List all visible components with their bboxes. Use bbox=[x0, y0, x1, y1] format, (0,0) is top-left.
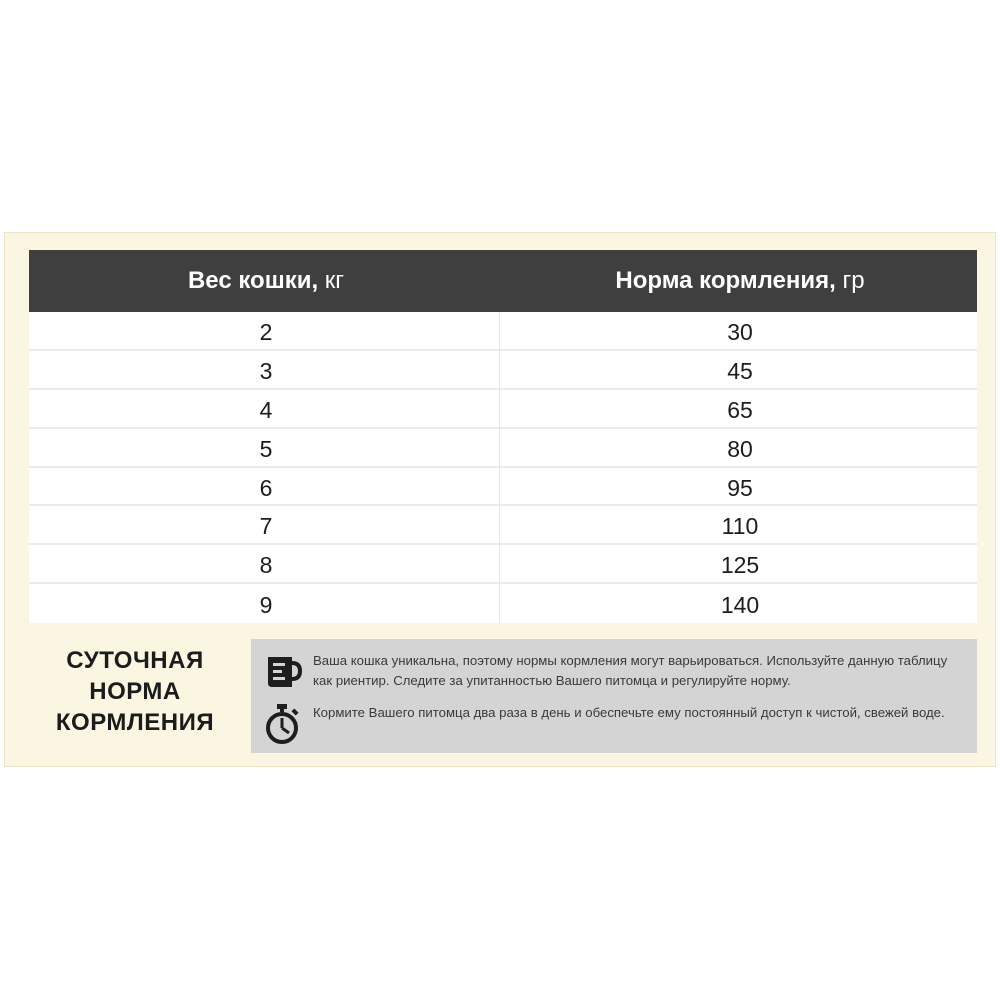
daily-title-line: СУТОЧНАЯ bbox=[66, 647, 204, 674]
note-text: Ваша кошка уникальна, поэтому нормы кормления могут варьироваться. Используйте данную таблицу как риентир. Следите за упитанностью Вашего питомца и регулируйте норму. bbox=[313, 653, 948, 688]
note-portion bbox=[251, 651, 977, 691]
table-row bbox=[29, 468, 977, 507]
norm-cell: 125 bbox=[720, 552, 760, 579]
norm-cell: 45 bbox=[727, 357, 753, 384]
norm-cell: 110 bbox=[721, 513, 759, 540]
table-row bbox=[29, 545, 977, 584]
table-row bbox=[29, 584, 977, 623]
feeding-card bbox=[4, 232, 996, 767]
weight-cell: 7 bbox=[259, 513, 273, 540]
table-body bbox=[29, 312, 977, 623]
feeding-table bbox=[29, 250, 977, 623]
norm-cell: 65 bbox=[727, 396, 753, 423]
daily-title-line: КОРМЛЕНИЯ bbox=[55, 709, 215, 736]
stopwatch-icon bbox=[251, 703, 313, 745]
table-row bbox=[29, 351, 977, 390]
note-text: Кормите Вашего питомца два раза в день и обеспечьте ему постоянный доступ к чистой, свежей воде. bbox=[313, 705, 945, 720]
table-row bbox=[29, 429, 977, 468]
table-row bbox=[29, 506, 977, 545]
daily-norm-title bbox=[35, 645, 235, 738]
weight-cell: 9 bbox=[259, 592, 273, 619]
header-weight: Вес кошки, кг bbox=[187, 267, 345, 294]
norm-cell: 30 bbox=[727, 318, 753, 345]
weight-cell: 8 bbox=[259, 552, 273, 579]
daily-title-line: НОРМА bbox=[89, 678, 181, 705]
table-row bbox=[29, 312, 977, 351]
norm-cell: 80 bbox=[727, 435, 753, 462]
header-norm: Норма кормления, гр bbox=[615, 267, 865, 294]
table-header bbox=[29, 250, 977, 312]
weight-cell: 2 bbox=[259, 318, 273, 345]
table-row bbox=[29, 390, 977, 429]
measuring-cup-icon bbox=[251, 651, 313, 691]
norm-cell: 95 bbox=[727, 474, 753, 501]
note-feeding bbox=[251, 703, 977, 745]
weight-cell: 3 bbox=[259, 357, 273, 384]
norm-cell: 140 bbox=[720, 592, 760, 619]
weight-cell: 4 bbox=[259, 396, 273, 423]
weight-cell: 6 bbox=[259, 474, 273, 501]
weight-cell: 5 bbox=[259, 435, 273, 462]
info-box bbox=[251, 639, 977, 753]
